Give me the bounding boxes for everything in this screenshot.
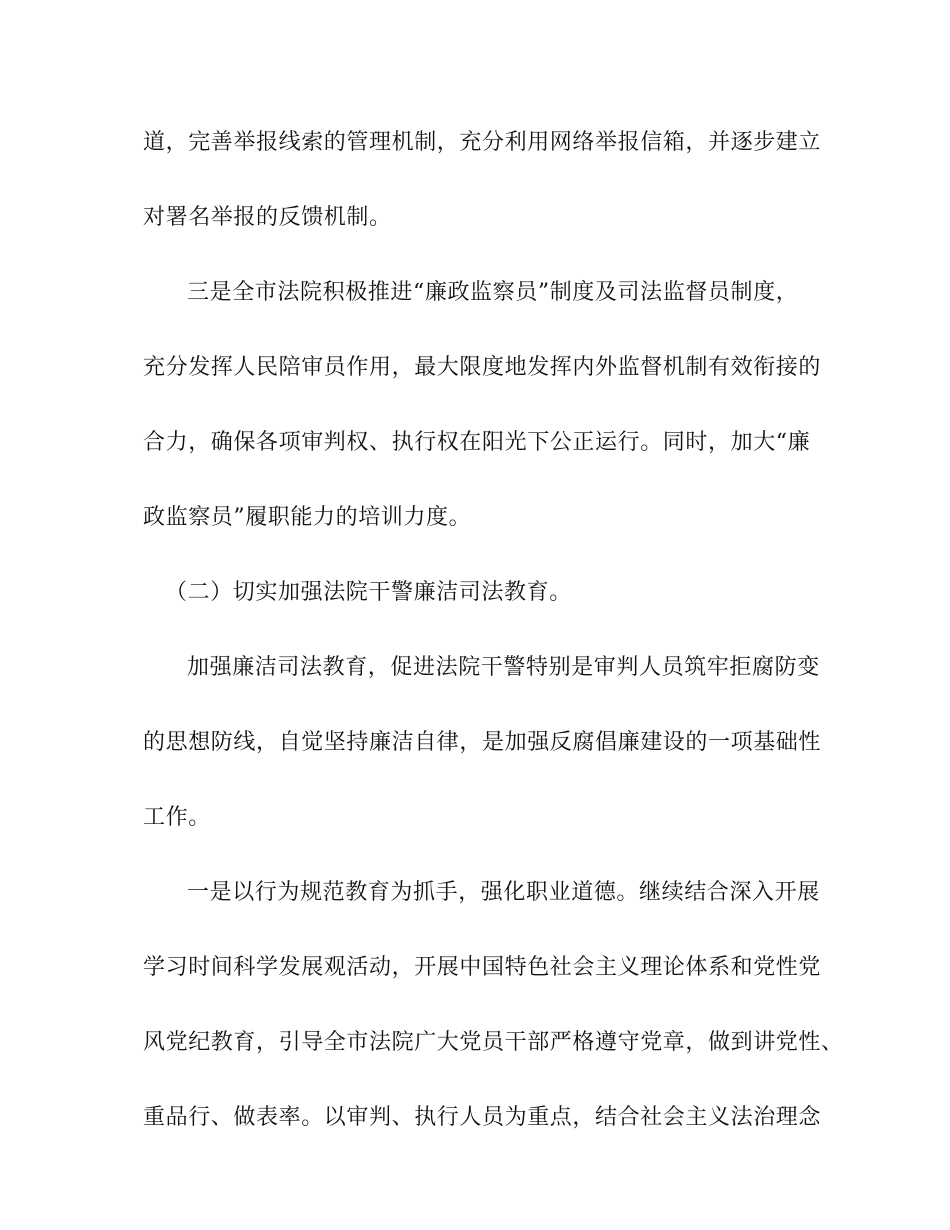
paragraph-line: 重品行、做表率。以审判、执行人员为重点，结合社会主义法治理念 (143, 1105, 822, 1130)
section-heading: （二）切实加强法院干警廉洁司法教育。 (165, 580, 572, 605)
paragraph-line: 对署名举报的反馈机制。 (143, 205, 392, 230)
paragraph-line: 风党纪教育，引导全市法院广大党员干部严格遵守党章，做到讲党性、 (143, 1030, 844, 1055)
paragraph-line: 三是全市法院积极推进“廉政监察员”制度及司法监督员制度， (187, 280, 799, 305)
paragraph-line: 工作。 (143, 805, 211, 830)
paragraph-line: 的思想防线，自觉坚持廉洁自律，是加强反腐倡廉建设的一项基础性 (143, 730, 822, 755)
paragraph-line: 加强廉洁司法教育，促进法院干警特别是审判人员筑牢拒腐防变 (187, 655, 820, 680)
paragraph-line: 学习时间科学发展观活动，开展中国特色社会主义理论体系和党性党 (143, 955, 822, 980)
paragraph-line: 充分发挥人民陪审员作用，最大限度地发挥内外监督机制有效衔接的 (143, 355, 822, 380)
paragraph-line: 合力，确保各项审判权、执行权在阳光下公正运行。同时，加大“廉 (143, 430, 811, 455)
paragraph-line: 政监察员”履职能力的培训力度。 (143, 505, 472, 530)
paragraph-line: 道，完善举报线索的管理机制，充分利用网络举报信箱，并逐步建立 (143, 130, 822, 155)
paragraph-line: 一是以行为规范教育为抓手，强化职业道德。继续结合深入开展 (187, 880, 820, 905)
